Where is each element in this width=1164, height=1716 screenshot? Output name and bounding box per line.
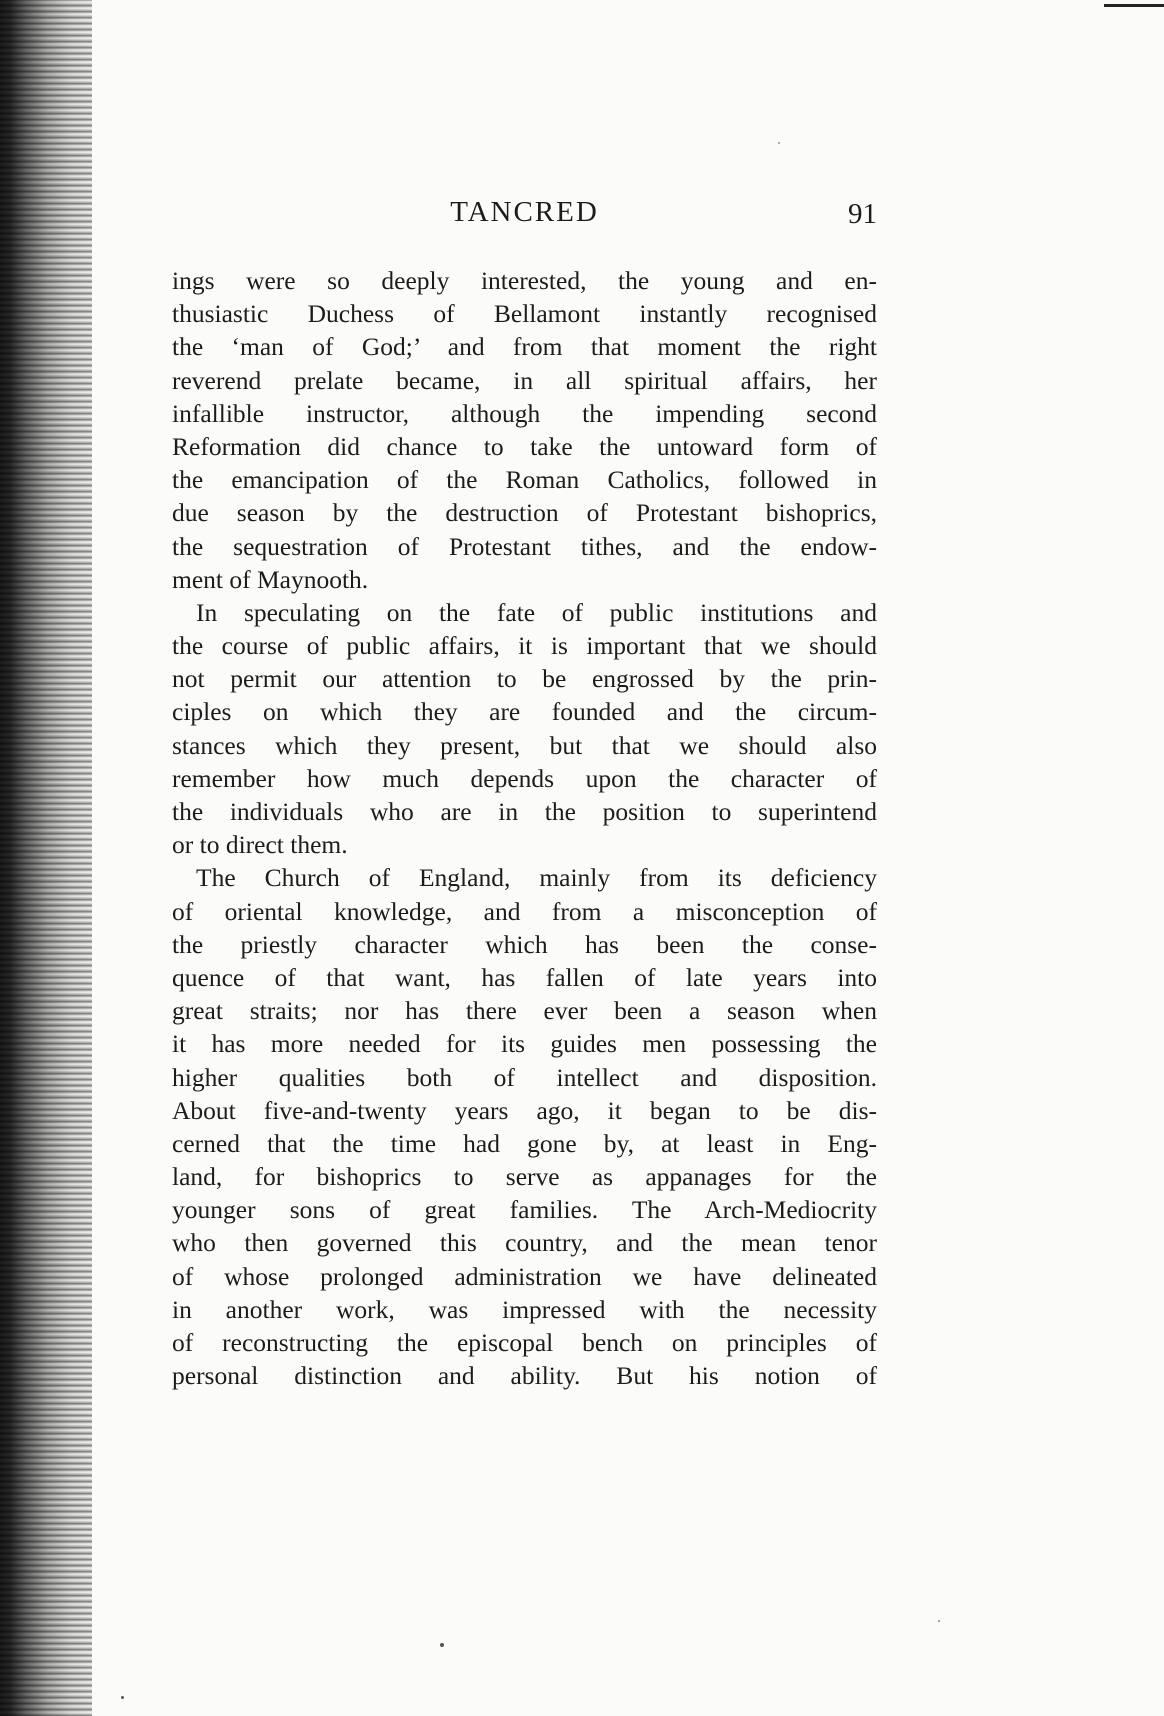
text-line: ciples on which they are founded and the circum- xyxy=(172,697,877,727)
scan-speck xyxy=(440,1643,444,1647)
text-line: of reconstructing the episcopal bench on principles of xyxy=(172,1328,877,1357)
text-line: who then governed this country, and the mean tenor xyxy=(172,1228,877,1258)
text-line: of oriental knowledge, and from a misconception of xyxy=(172,896,877,926)
scan-speck xyxy=(121,1696,124,1699)
text-line: reverend prelate became, in all spiritual affairs, her xyxy=(172,365,877,395)
text-line: the priestly character which has been the conse- xyxy=(172,929,877,959)
text-line: due season by the destruction of Protestant bishoprics, xyxy=(172,498,877,528)
text-line: cerned that the time had gone by, at least in Eng- xyxy=(172,1128,877,1158)
text-line: The Church of England, mainly from its deficiency xyxy=(196,863,877,893)
paragraph-3 xyxy=(172,861,877,1392)
text-line: great straits; nor has there ever been a season when xyxy=(172,996,877,1026)
text-line: the emancipation of the Roman Catholics, followed in xyxy=(172,465,877,495)
page-binding-edge xyxy=(0,0,92,1716)
text-line: the individuals who are in the position to superintend xyxy=(172,797,877,826)
text-line: Reformation did chance to take the untoward form of xyxy=(172,431,877,461)
text-line: higher qualities both of intellect and disposition. xyxy=(172,1062,877,1092)
text-line: not permit our attention to be engrossed by the prin- xyxy=(172,664,877,694)
text-line: the ‘man of God;’ and from that moment the right xyxy=(172,332,877,362)
text-line: personal distinction and ability. But his notion of xyxy=(172,1361,877,1391)
text-line: it has more needed for its guides men possessing the xyxy=(172,1029,877,1059)
scan-speck xyxy=(778,142,780,144)
text-line: or to direct them. xyxy=(172,830,348,860)
body-text xyxy=(172,264,877,1392)
text-line: ings were so deeply interested, the young and en- xyxy=(172,266,877,295)
text-line: ment of Maynooth. xyxy=(172,564,369,594)
text-line: the course of public affairs, it is important that we should xyxy=(172,631,877,661)
running-head xyxy=(172,196,877,236)
page-number: 91 xyxy=(848,198,877,230)
text-line: the sequestration of Protestant tithes, and the endow- xyxy=(172,531,877,561)
text-line: of whose prolonged administration we have delineated xyxy=(172,1261,877,1291)
text-line: in another work, was impressed with the necessity xyxy=(172,1294,877,1324)
text-line: remember how much depends upon the character of xyxy=(172,763,877,793)
paragraph-1 xyxy=(172,264,877,596)
scan-corner-mark xyxy=(1104,4,1164,7)
text-line: younger sons of great families. The Arch-Mediocrity xyxy=(172,1195,877,1225)
scan-speck xyxy=(938,1620,940,1622)
text-line: In speculating on the fate of public institutions and xyxy=(196,597,877,627)
text-line: stances which they present, but that we should also xyxy=(172,730,877,760)
running-head-title: TANCRED xyxy=(450,196,599,228)
text-line: About five-and-twenty years ago, it began to be dis- xyxy=(172,1095,877,1125)
text-line: infallible instructor, although the impending second xyxy=(172,398,877,428)
paragraph-2 xyxy=(172,596,877,862)
text-line: thusiastic Duchess of Bellamont instantly recognised xyxy=(172,299,877,329)
text-line: quence of that want, has fallen of late years into xyxy=(172,962,877,992)
text-line: land, for bishoprics to serve as appanages for the xyxy=(172,1162,877,1192)
